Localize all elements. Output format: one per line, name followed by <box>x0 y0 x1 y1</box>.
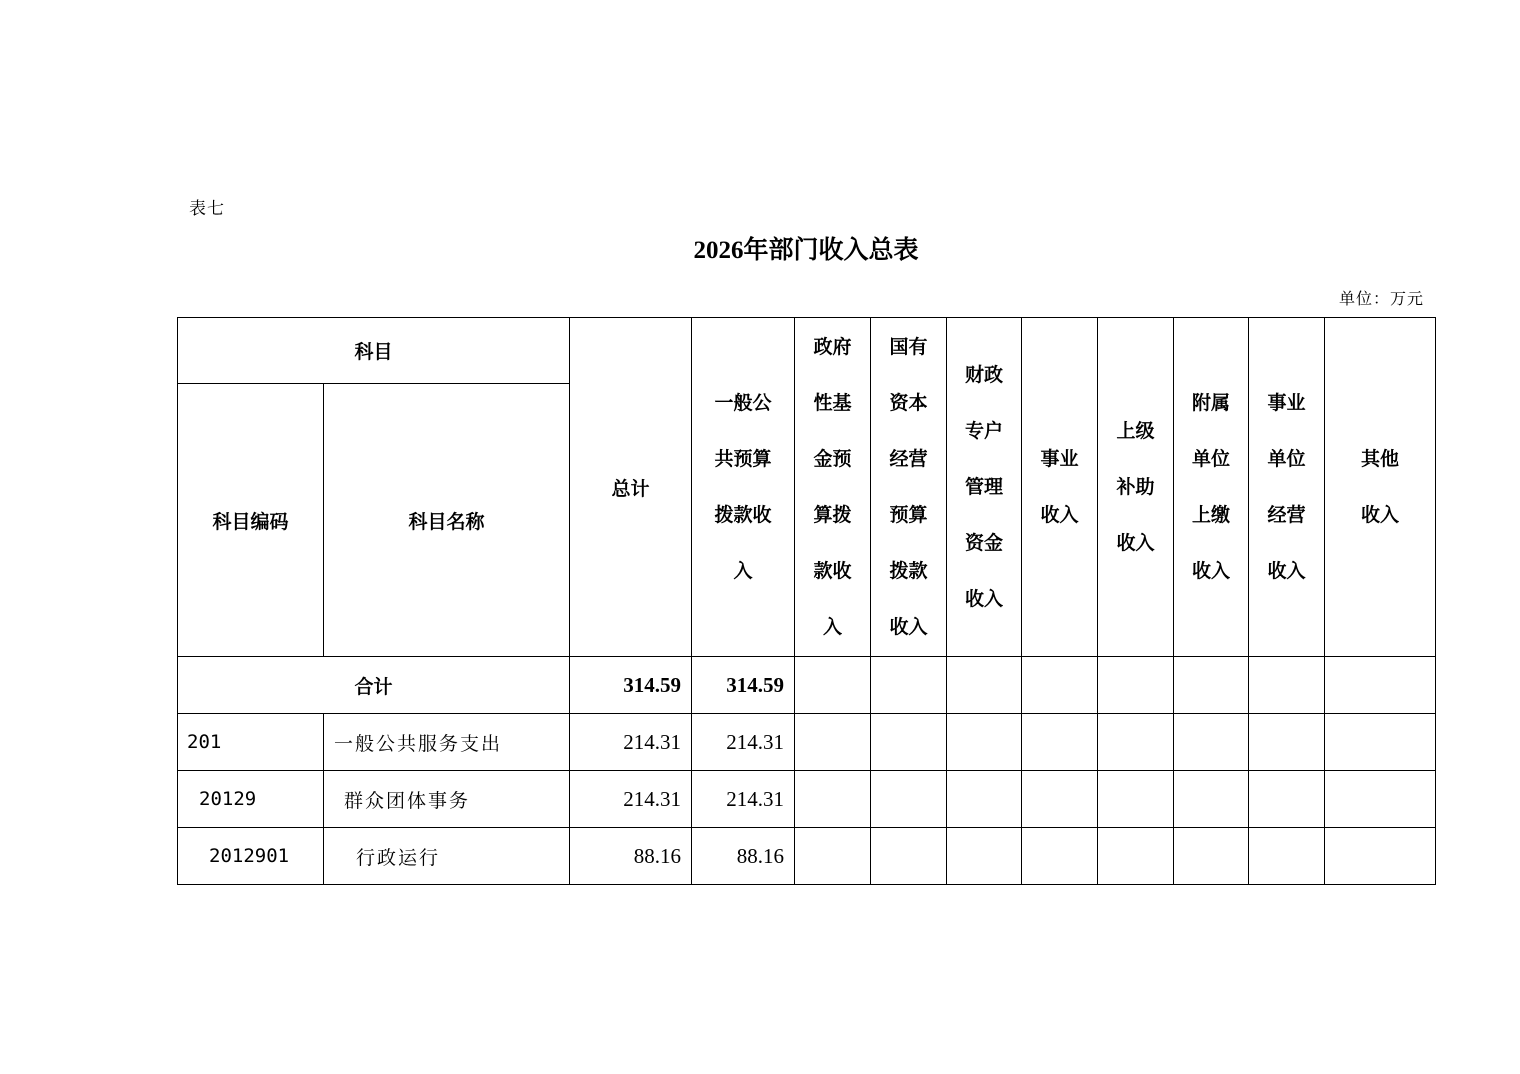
header-general-budget-line: 共预算 <box>714 448 772 470</box>
empty-cell <box>1249 771 1325 828</box>
table-number-label: 表七 <box>189 199 225 219</box>
empty-cell <box>1174 714 1249 771</box>
empty-cell <box>1098 714 1174 771</box>
empty-cell <box>1022 714 1098 771</box>
header-affiliated-units-line: 单位 <box>1192 448 1231 470</box>
header-subject-code: 科目编码 <box>178 384 324 657</box>
header-row-1 <box>178 318 1436 384</box>
header-fiscal-special-line: 收入 <box>965 588 1004 610</box>
row-name: 行政运行 <box>324 828 570 885</box>
empty-cell <box>1098 828 1174 885</box>
row-code: 201 <box>178 714 324 771</box>
header-fiscal-special-line: 管理 <box>965 476 1004 498</box>
empty-cell <box>1325 771 1436 828</box>
header-unit-operation-line: 经营 <box>1267 504 1306 526</box>
row-code: 20129 <box>178 771 324 828</box>
empty-cell <box>795 771 871 828</box>
header-state-capital <box>871 318 947 657</box>
empty-cell <box>947 828 1022 885</box>
empty-cell <box>1174 657 1249 714</box>
header-gov-fund-line: 性基 <box>813 392 852 414</box>
header-subject: 科目 <box>178 318 570 384</box>
empty-cell <box>1022 657 1098 714</box>
header-gov-fund-line: 入 <box>823 616 843 638</box>
header-business-income-line: 事业 <box>1040 448 1079 470</box>
table-row <box>178 771 1436 828</box>
empty-cell <box>1098 771 1174 828</box>
header-general-budget <box>692 318 795 657</box>
empty-cell <box>1325 714 1436 771</box>
page-title: 2026年部门收入总表 <box>693 237 919 264</box>
header-fiscal-special-line: 专户 <box>965 420 1004 442</box>
empty-cell <box>1022 771 1098 828</box>
header-affiliated-units-line: 上缴 <box>1192 504 1231 526</box>
empty-cell <box>1325 657 1436 714</box>
header-general-budget-line: 拨款收 <box>714 504 772 526</box>
row-code: 2012901 <box>178 828 324 885</box>
total-row-label: 合计 <box>178 657 570 714</box>
row-general-budget: 214.31 <box>692 714 795 771</box>
header-fiscal-special-line: 财政 <box>965 364 1004 386</box>
row-name: 群众团体事务 <box>324 771 570 828</box>
total-row-total: 314.59 <box>570 657 692 714</box>
empty-cell <box>1098 657 1174 714</box>
header-superior-subsidy <box>1098 318 1174 657</box>
header-general-budget-line: 一般公 <box>714 392 772 414</box>
empty-cell <box>871 771 947 828</box>
header-other-income-line: 收入 <box>1361 504 1400 526</box>
row-total: 88.16 <box>570 828 692 885</box>
header-other-income-line: 其他 <box>1361 448 1400 470</box>
empty-cell <box>1022 828 1098 885</box>
header-superior-subsidy-line: 收入 <box>1116 532 1155 554</box>
empty-cell <box>1249 714 1325 771</box>
header-superior-subsidy-line: 上级 <box>1116 420 1155 442</box>
header-gov-fund <box>795 318 871 657</box>
header-state-capital-line: 经营 <box>889 448 928 470</box>
header-general-budget-line: 入 <box>733 560 753 582</box>
empty-cell <box>947 714 1022 771</box>
header-business-income <box>1022 318 1098 657</box>
header-affiliated-units-line: 收入 <box>1192 560 1231 582</box>
row-name: 一般公共服务支出 <box>324 714 570 771</box>
header-gov-fund-line: 金预 <box>813 448 852 470</box>
header-affiliated-units-line: 附属 <box>1192 392 1231 414</box>
header-affiliated-units <box>1174 318 1249 657</box>
header-subject-name: 科目名称 <box>324 384 570 657</box>
empty-cell <box>795 657 871 714</box>
header-business-income-line: 收入 <box>1040 504 1079 526</box>
header-fiscal-special <box>947 318 1022 657</box>
header-other-income <box>1325 318 1436 657</box>
empty-cell <box>1249 828 1325 885</box>
header-gov-fund-line: 算拨 <box>813 504 852 526</box>
empty-cell <box>1174 828 1249 885</box>
income-summary-table <box>177 317 1436 885</box>
header-state-capital-line: 拨款 <box>889 560 928 582</box>
empty-cell <box>1174 771 1249 828</box>
row-total: 214.31 <box>570 771 692 828</box>
header-total: 总计 <box>570 318 692 657</box>
header-gov-fund-line: 款收 <box>813 560 852 582</box>
header-unit-operation-line: 收入 <box>1267 560 1306 582</box>
header-state-capital-line: 国有 <box>889 336 928 358</box>
total-row-general-budget: 314.59 <box>692 657 795 714</box>
row-general-budget: 88.16 <box>692 828 795 885</box>
unit-label: 单位：万元 <box>1338 289 1424 308</box>
total-row <box>178 657 1436 714</box>
empty-cell <box>871 714 947 771</box>
empty-cell <box>1249 657 1325 714</box>
row-total: 214.31 <box>570 714 692 771</box>
header-gov-fund-line: 政府 <box>813 336 852 358</box>
table-row <box>178 828 1436 885</box>
empty-cell <box>947 771 1022 828</box>
empty-cell <box>871 657 947 714</box>
empty-cell <box>947 657 1022 714</box>
header-superior-subsidy-line: 补助 <box>1116 476 1155 498</box>
row-general-budget: 214.31 <box>692 771 795 828</box>
empty-cell <box>795 714 871 771</box>
header-unit-operation-line: 单位 <box>1267 448 1306 470</box>
empty-cell <box>1325 828 1436 885</box>
header-fiscal-special-line: 资金 <box>965 532 1004 554</box>
table-row <box>178 714 1436 771</box>
empty-cell <box>795 828 871 885</box>
empty-cell <box>871 828 947 885</box>
header-unit-operation-line: 事业 <box>1267 392 1306 414</box>
header-state-capital-line: 收入 <box>889 616 928 638</box>
header-unit-operation <box>1249 318 1325 657</box>
header-state-capital-line: 资本 <box>889 392 928 414</box>
header-state-capital-line: 预算 <box>889 504 928 526</box>
